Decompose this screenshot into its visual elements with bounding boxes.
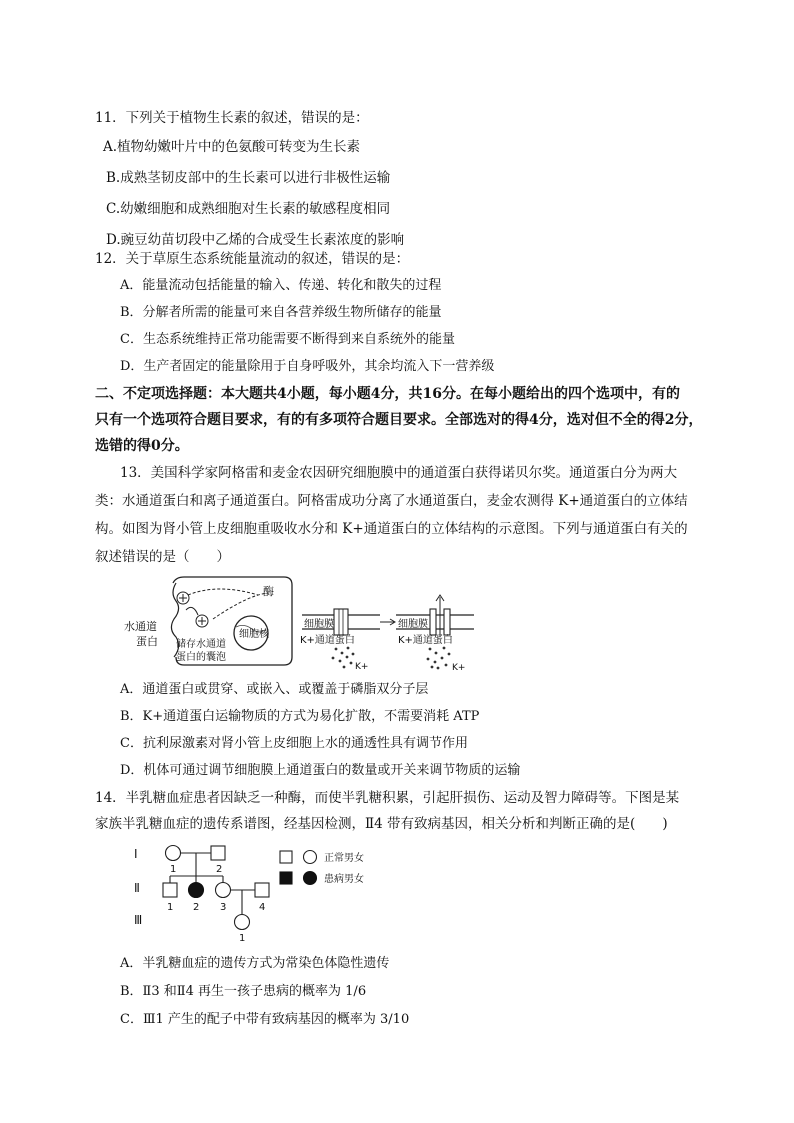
legend-affected-label: 患病男女 <box>324 874 364 885</box>
q14-stem-line2: 家族半乳糖血症的遗传系谱图，经基因检测，Ⅱ4 带有致病基因，相关分析和判断正确的是( ) <box>95 816 668 832</box>
q11-option-d: D.豌豆幼苗切段中乙烯的合成受生长素浓度的影响 <box>106 232 405 248</box>
k-channel-closed <box>334 609 348 635</box>
ii4-number: 4 <box>259 902 266 913</box>
q12-option-c: C．生态系统维持正常功能需要不断得到来自系统外的能量 <box>120 332 455 347</box>
q11-option-c: C.幼嫩细胞和成熟细胞对生长素的敏感程度相同 <box>106 201 391 217</box>
q11-option-b: B.成熟茎韧皮部中的生长素可以进行非极性运输 <box>106 170 391 186</box>
ii2-number: 2 <box>193 902 200 913</box>
q13-option-b: B．K+通道蛋白运输物质的方式为易化扩散，不需要消耗 ATP <box>120 709 480 724</box>
vesicle-label-2: 蛋白的囊泡 <box>176 652 226 663</box>
water-channel-label-2: 蛋白 <box>136 635 158 648</box>
k-channel-open-left <box>430 609 436 635</box>
ii1-male-normal <box>163 883 177 897</box>
q13-option-d: D．机体可通过调节细胞膜上通道蛋白的数量或开关来调节物质的运输 <box>120 763 521 778</box>
q12-option-a: A．能量流动包括能量的输入、传递、转化和散失的过程 <box>120 278 442 293</box>
i2-number: 2 <box>216 864 223 875</box>
k-channel-label-1: K+通道蛋白 <box>300 635 355 646</box>
legend-male-normal <box>280 851 292 863</box>
enzyme-label: 酶 <box>263 585 274 598</box>
q11-option-a: A.植物幼嫩叶片中的色氨酸可转变为生长素 <box>103 139 361 155</box>
nucleus-label: 细胞核 <box>239 629 269 640</box>
vesicle-label-1: 储存水通道 <box>176 639 226 650</box>
q11-stem: 11．下列关于植物生长素的叙述，错误的是： <box>95 110 369 126</box>
q13-stem-line3: 构。如图为肾小管上皮细胞重吸收水分和 K+通道蛋白的立体结构的示意图。下列与通道蛋白有关的 <box>95 521 688 537</box>
q13-option-a: A．通道蛋白或贯穿、或嵌入、或覆盖于磷脂双分子层 <box>120 682 429 697</box>
legend-normal-label: 正常男女 <box>324 853 364 864</box>
legend-female-affected <box>304 872 317 885</box>
q12-stem: 12．关于草原生态系统能量流动的叙述，错误的是： <box>95 251 410 267</box>
q13-option-c: C．抗利尿激素对肾小管上皮细胞上水的通透性具有调节作用 <box>120 736 468 751</box>
q12-option-d: D．生产者固定的能量除用于自身呼吸外，其余均流入下一营养级 <box>120 359 495 374</box>
q13-stem-line1: 13．美国科学家阿格雷和麦金农因研究细胞膜中的通道蛋白获得诺贝尔奖。通道蛋白分为两大 <box>120 465 678 481</box>
q13-stem-line2: 类：水通道蛋白和离子通道蛋白。阿格雷成功分离了水通道蛋白，麦金农测得 K+通道蛋白的立体结 <box>95 493 688 509</box>
k-ion-label-1: K+ <box>355 662 369 672</box>
k-ions-cluster-1 <box>332 647 355 669</box>
q14-stem-line1: 14．半乳糖血症患者因缺乏一种酶，而使半乳糖积累，引起肝损伤、运动及智力障碍等。下图是某 <box>95 790 680 806</box>
q12-option-b: B．分解者所需的能量可来自各营养级生物所储存的能量 <box>120 305 442 320</box>
section2-line3: 选错的得0分。 <box>95 438 189 454</box>
water-channel-label-1: 水通道 <box>124 620 157 633</box>
channel-protein-figure <box>118 575 488 675</box>
ii3-female-normal <box>216 883 231 898</box>
q13-stem-line4: 叙述错误的是（ ） <box>95 549 230 565</box>
generation-ii-label: Ⅱ <box>134 881 140 895</box>
ii1-number: 1 <box>167 902 174 913</box>
membrane-label-1: 细胞膜 <box>304 619 334 630</box>
k-ions-cluster-2 <box>427 647 451 670</box>
iii1-number: 1 <box>239 933 246 944</box>
legend-female-normal <box>304 851 317 864</box>
i1-number: 1 <box>170 864 177 875</box>
iii1-female-normal <box>235 915 250 930</box>
q14-option-a: A．半乳糖血症的遗传方式为常染色体隐性遗传 <box>120 956 390 971</box>
k-ion-label-2: K+ <box>452 663 466 673</box>
legend-male-affected <box>280 872 292 884</box>
i1-female-normal <box>166 846 181 861</box>
q14-option-c: C．Ⅲ1 产生的配子中带有致病基因的概率为 3/10 <box>120 1012 410 1027</box>
ii2-female-affected <box>189 883 204 898</box>
k-channel-label-2: K+通道蛋白 <box>398 635 453 646</box>
ii3-number: 3 <box>220 902 227 913</box>
membrane-label-2: 细胞膜 <box>398 619 428 630</box>
pedigree-chart <box>120 840 380 950</box>
ii4-male-normal <box>255 883 269 897</box>
i2-male-normal <box>211 846 225 860</box>
q14-option-b: B．Ⅱ3 和Ⅱ4 再生一孩子患病的概率为 1/6 <box>120 984 367 999</box>
section2-line1: 二、不定项选择题：本大题共4小题，每小题4分，共16分。在每小题给出的四个选项中，有的 <box>95 386 680 402</box>
generation-iii-label: Ⅲ <box>134 913 143 927</box>
k-channel-open-right <box>444 609 450 635</box>
section2-line2: 只有一个选项符合题目要求，有的有多项符合题目要求。全部选对的得4分，选对但不全的得2分， <box>95 412 703 428</box>
generation-i-label: Ⅰ <box>134 847 138 861</box>
